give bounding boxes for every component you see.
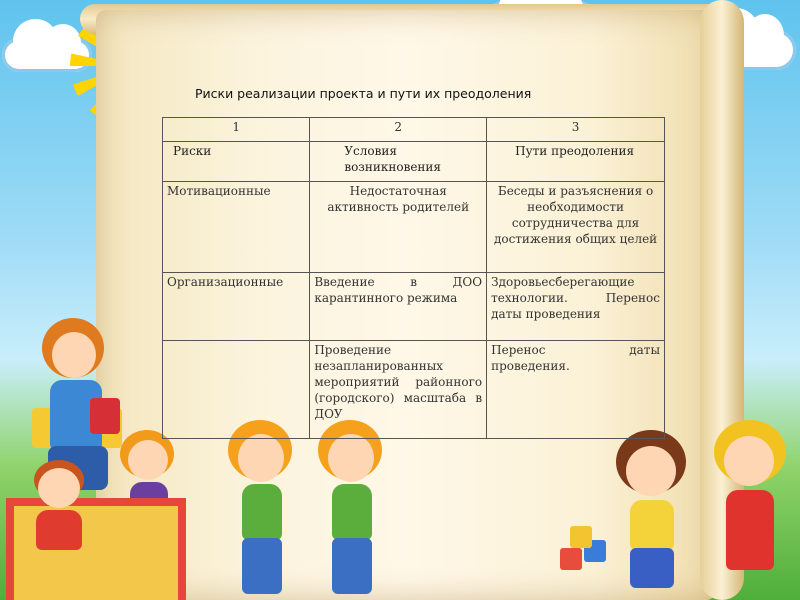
- risk-cell: Организационные: [163, 273, 310, 341]
- girl-figure: [318, 420, 388, 600]
- risk-table: [162, 117, 665, 439]
- table-row: [163, 273, 665, 341]
- table-row: [163, 182, 665, 273]
- table-row: [163, 341, 665, 439]
- column-header: Условия возникновения: [310, 142, 487, 182]
- girl-figure: [228, 420, 298, 600]
- risk-cell: [163, 341, 310, 439]
- condition-cell: Недостаточная активность родителей: [310, 182, 487, 273]
- risk-cell: Мотивационные: [163, 182, 310, 273]
- condition-cell: Введение в ДОО карантинного режима: [310, 273, 487, 341]
- condition-cell: Проведение незапланированных мероприятий районного (городского) масштаба в ДОУ: [310, 341, 487, 439]
- table-number-row: [163, 118, 665, 142]
- solution-cell: Здоровьесберегающие технологии. Перенос даты проведения: [487, 273, 665, 341]
- girl-figure: [712, 420, 796, 600]
- page-title: Риски реализации проекта и пути их преодоления: [195, 86, 532, 101]
- column-number: 3: [487, 118, 665, 142]
- column-header: Риски: [163, 142, 310, 182]
- column-header: Пути преодоления: [487, 142, 665, 182]
- toy-block: [570, 526, 592, 548]
- boy-figure: [30, 460, 100, 560]
- column-number: 1: [163, 118, 310, 142]
- solution-cell: Перенос даты проведения.: [487, 341, 665, 439]
- toy-block: [560, 548, 582, 570]
- column-number: 2: [310, 118, 487, 142]
- solution-cell: Беседы и разъяснения о необходимости сотрудничества для достижения общих целей: [487, 182, 665, 273]
- table-header-row: [163, 142, 665, 182]
- girl-figure: [614, 430, 694, 600]
